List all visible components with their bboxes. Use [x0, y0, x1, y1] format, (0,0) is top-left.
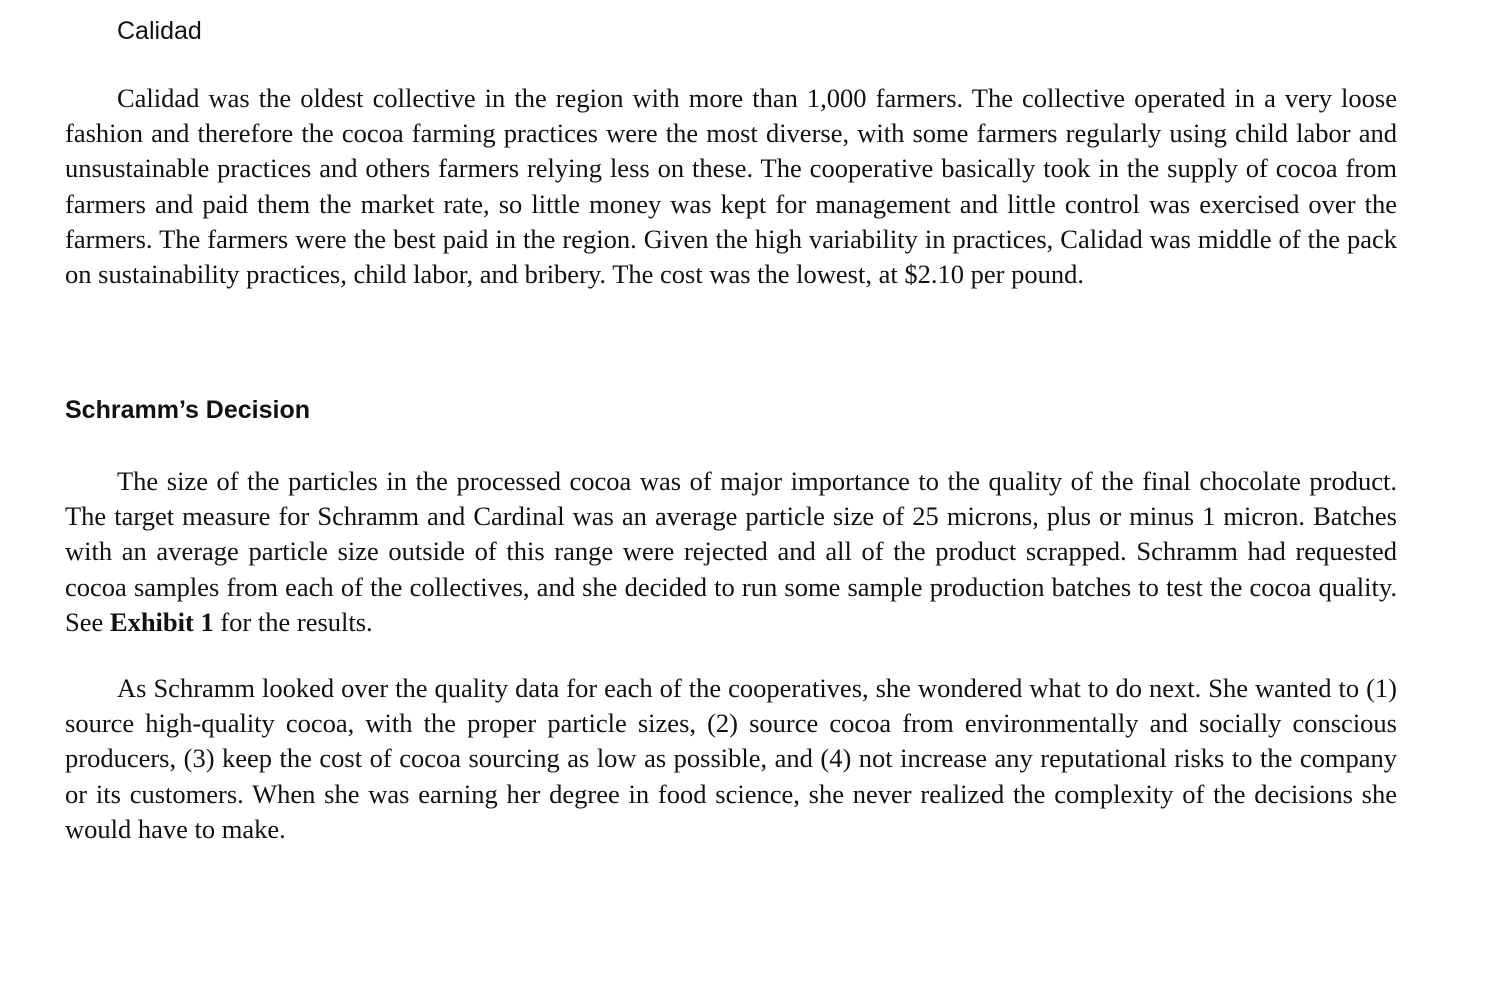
- particle-size-text: The size of the particles in the processed cocoa was of major importance to the quality of the final chocolate product. The target measure for Schramm and Cardinal was an average particle size of 25 microns, plus or minus 1 micron. Batches with an average particle size outside of this range were rejected and all of the product scrapped. Schramm had requested cocoa samples from each of the collectives, and she decided to run some sample production batches to test the cocoa quality. See: [65, 466, 1397, 637]
- particle-size-text-end: for the results.: [213, 606, 373, 637]
- calidad-heading: Calidad: [117, 17, 202, 45]
- exhibit-reference: Exhibit 1: [109, 606, 214, 637]
- calidad-paragraph: Calidad was the oldest collective in the region with more than 1,000 farmers. The collective operated in a very loose fashion and therefore the cocoa farming practices were the most diverse, with some farmers regularly using child labor and unsustainable practices and others farmers relying less on these. The cooperative basically took in the supply of cocoa from farmers and paid them the market rate, so little money was kept for management and little control was exercised over the farmers. The farmers were the best paid in the region. Given the high variability in practices, Calidad was middle of the pack on sustainability practices, child labor, and bribery. The cost was the lowest, at $2.10 per pound.: [65, 83, 1397, 290]
- particle-size-paragraph: [65, 464, 1397, 640]
- decision-goals-paragraph: As Schramm looked over the quality data for each of the cooperatives, she wondered what to do next. She wanted to (1) source high-quality cocoa, with the proper particle sizes, (2) source cocoa from environmentally and socially conscious producers, (3) keep the cost of cocoa sourcing as low as possible, and (4) not increase any reputational risks to the company or its customers. When she was earning her degree in food science, she never realized the complexity of the decisions she would have to make.: [65, 673, 1397, 844]
- schramm-decision-heading: Schramm’s Decision: [65, 396, 311, 424]
